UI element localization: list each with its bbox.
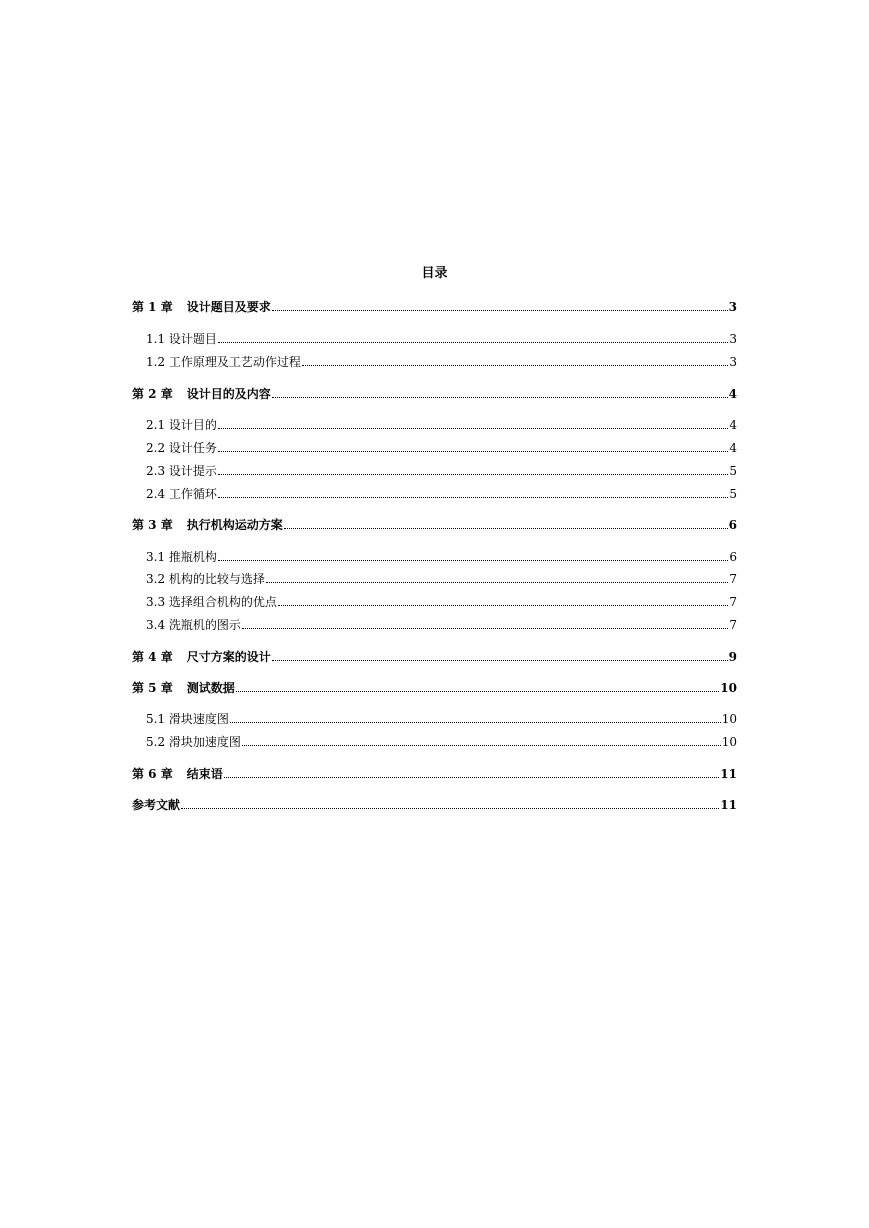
toc-entry-title: 1.2 工作原理及工艺动作过程 [146,355,301,369]
toc-chapter-number: 第 1 章 [132,300,173,314]
toc-entry-title: 执行机构运动方案 [186,518,283,532]
toc-page-number: 3 [729,332,737,346]
toc-section-entry[interactable] [146,547,737,565]
toc-dot-leader [278,605,728,606]
toc-entry-title: 设计题目及要求 [186,300,271,314]
toc-section-entry[interactable] [146,329,737,347]
toc-dot-leader [218,451,728,452]
toc-entry-title: 结束语 [186,767,223,781]
toc-entry-title: 2.4 工作循环 [146,487,217,501]
toc-entry-title: 3.1 推瓶机构 [146,550,217,564]
toc-section-entry[interactable] [146,592,737,610]
toc-page-number: 11 [720,798,737,812]
toc-section-entry[interactable] [146,461,737,479]
toc-page-number: 11 [720,767,737,781]
toc-section-entry[interactable] [146,709,737,727]
toc-chapter-number: 第 3 章 [132,518,173,532]
toc-entry-title: 2.1 设计目的 [146,418,217,432]
toc-page-number: 6 [728,518,737,532]
toc-entry-title: 3.4 洗瓶机的图示 [146,618,241,632]
toc-dot-leader [218,474,728,475]
toc-chapter-entry[interactable] [132,515,737,533]
toc-page-number: 7 [729,595,737,609]
toc-entry-title: 2.3 设计提示 [146,464,217,478]
toc-chapter-entry[interactable] [132,384,737,402]
toc-dot-leader [302,365,728,366]
toc-chapter-entry[interactable] [132,647,737,665]
toc-dot-leader [236,691,720,692]
toc-entry-title: 5.1 滑块速度图 [146,712,229,726]
toc-dot-leader [218,428,728,429]
toc-page-number: 3 [728,300,737,314]
toc-dot-leader [218,497,728,498]
toc-dot-leader [272,397,728,398]
toc-section-entry[interactable] [146,569,737,587]
toc-page-number: 7 [729,572,737,586]
toc-page-number: 4 [729,441,737,455]
toc-dot-leader [266,582,728,583]
toc-entry-title: 1.1 设计题目 [146,332,217,346]
toc-section-entry[interactable] [146,615,737,633]
toc-page-number: 5 [729,464,737,478]
toc-dot-leader [242,628,728,629]
toc-page-number: 10 [720,681,737,695]
toc-chapter-number: 第 4 章 [132,650,173,664]
toc-entry-title: 测试数据 [186,681,235,695]
toc-page-number: 4 [728,387,737,401]
toc-section-entry[interactable] [146,415,737,433]
toc-dot-leader [218,560,728,561]
toc-dot-leader [224,777,720,778]
toc-page-number: 10 [721,735,737,749]
toc-entry-title: 3.3 选择组合机构的优点 [146,595,277,609]
toc-dot-leader [272,310,728,311]
toc-page-number: 3 [729,355,737,369]
toc-title: 目录 [421,266,448,281]
toc-page-number: 6 [729,550,737,564]
toc-entry-title: 尺寸方案的设计 [186,650,271,664]
toc-chapter-entry[interactable] [132,795,737,813]
toc-entry-title: 2.2 设计任务 [146,441,217,455]
toc-chapter-number: 第 5 章 [132,681,173,695]
toc-page-number: 7 [729,618,737,632]
toc-page-number: 9 [728,650,737,664]
toc-page-number: 5 [729,487,737,501]
toc-section-entry[interactable] [146,352,737,370]
toc-dot-leader [230,722,721,723]
toc-page-number: 4 [729,418,737,432]
toc-dot-leader [181,808,719,809]
toc-section-entry[interactable] [146,732,737,750]
toc-chapter-number: 第 6 章 [132,767,173,781]
toc-chapter-entry[interactable] [132,297,737,315]
toc-entry-title: 设计目的及内容 [186,387,271,401]
toc-dot-leader [218,342,728,343]
toc-chapter-entry[interactable] [132,764,737,782]
toc-dot-leader [284,528,728,529]
toc-entry-title: 5.2 滑块加速度图 [146,735,241,749]
toc-section-entry[interactable] [146,438,737,456]
toc-entry-title: 参考文献 [132,798,181,812]
toc-dot-leader [242,745,721,746]
toc-chapter-entry[interactable] [132,678,737,696]
toc-entry-title: 3.2 机构的比较与选择 [146,572,265,586]
toc-section-entry[interactable] [146,484,737,502]
toc-dot-leader [272,660,728,661]
toc-page-number: 10 [721,712,737,726]
toc-chapter-number: 第 2 章 [132,387,173,401]
